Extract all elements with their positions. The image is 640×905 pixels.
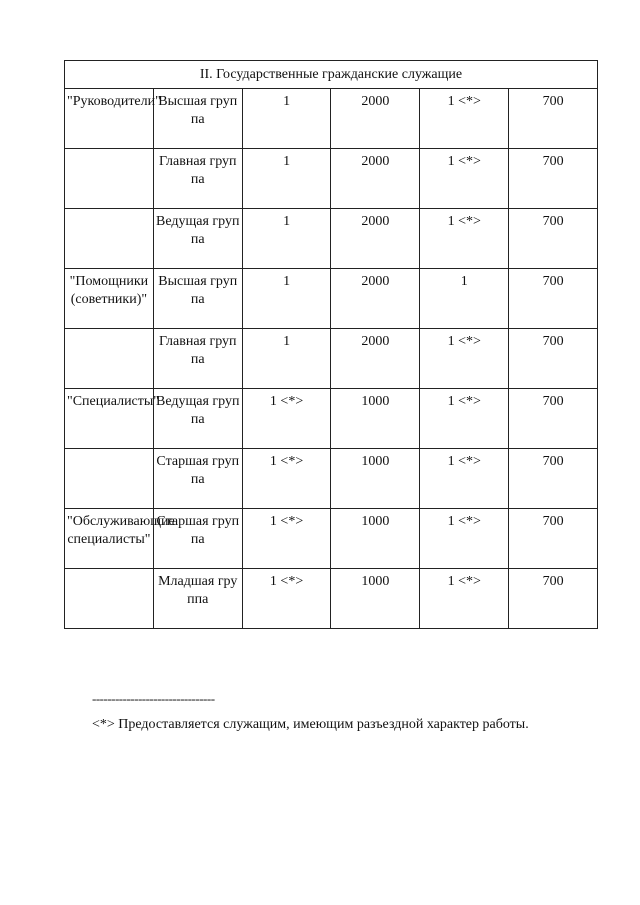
section-title: II. Государственные гражданские служащие <box>65 61 598 89</box>
value-cell-d: 700 <box>509 569 598 629</box>
group-cell: Высшая группа <box>153 89 242 149</box>
value-cell-c: 1 <*> <box>420 509 509 569</box>
value-cell-d: 700 <box>509 149 598 209</box>
category-cell: "Помощники (советники)" <box>65 269 154 329</box>
table-row <box>65 569 598 629</box>
footnote-separator: -------------------------------- <box>92 691 215 706</box>
value-cell-b: 2000 <box>331 269 420 329</box>
value-cell-b: 2000 <box>331 329 420 389</box>
value-cell-d: 700 <box>509 509 598 569</box>
category-cell: "Специалисты" <box>65 389 154 449</box>
value-cell-d: 700 <box>509 389 598 449</box>
category-cell <box>65 569 154 629</box>
value-cell-a: 1 <box>242 149 331 209</box>
value-cell-b: 1000 <box>331 449 420 509</box>
table-row <box>65 329 598 389</box>
table-row <box>65 209 598 269</box>
value-cell-a: 1 <*> <box>242 509 331 569</box>
group-cell: Ведущая группа <box>153 209 242 269</box>
value-cell-d: 700 <box>509 449 598 509</box>
value-cell-b: 1000 <box>331 509 420 569</box>
table-row <box>65 389 598 449</box>
value-cell-a: 1 <box>242 329 331 389</box>
group-cell: Младшая группа <box>153 569 242 629</box>
value-cell-a: 1 <*> <box>242 569 331 629</box>
category-cell <box>65 329 154 389</box>
value-cell-d: 700 <box>509 269 598 329</box>
value-cell-a: 1 <box>242 89 331 149</box>
value-cell-c: 1 <*> <box>420 149 509 209</box>
category-cell <box>65 209 154 269</box>
value-cell-c: 1 <*> <box>420 389 509 449</box>
value-cell-b: 2000 <box>331 89 420 149</box>
value-cell-a: 1 <*> <box>242 449 331 509</box>
value-cell-a: 1 <box>242 209 331 269</box>
value-cell-d: 700 <box>509 329 598 389</box>
group-cell: Главная группа <box>153 329 242 389</box>
value-cell-d: 700 <box>509 209 598 269</box>
value-cell-c: 1 <box>420 269 509 329</box>
value-cell-c: 1 <*> <box>420 209 509 269</box>
value-cell-c: 1 <*> <box>420 569 509 629</box>
value-cell-b: 1000 <box>331 569 420 629</box>
value-cell-c: 1 <*> <box>420 329 509 389</box>
table-row <box>65 449 598 509</box>
allowance-table <box>64 60 598 629</box>
group-cell: Старшая группа <box>153 449 242 509</box>
group-cell: Старшая группа <box>153 509 242 569</box>
value-cell-b: 2000 <box>331 209 420 269</box>
group-cell: Высшая группа <box>153 269 242 329</box>
value-cell-a: 1 <box>242 269 331 329</box>
value-cell-b: 2000 <box>331 149 420 209</box>
category-cell <box>65 149 154 209</box>
category-cell: "Обслуживающие специалисты" <box>65 509 154 569</box>
value-cell-d: 700 <box>509 89 598 149</box>
table-row <box>65 89 598 149</box>
table-row <box>65 149 598 209</box>
group-cell: Ведущая группа <box>153 389 242 449</box>
category-cell <box>65 449 154 509</box>
section-header-row <box>65 61 598 89</box>
table-row <box>65 269 598 329</box>
value-cell-c: 1 <*> <box>420 449 509 509</box>
group-cell: Главная группа <box>153 149 242 209</box>
value-cell-c: 1 <*> <box>420 89 509 149</box>
footnote-text: <*> Предоставляется служащим, имеющим разъездной характер работы. <box>92 717 529 732</box>
category-cell: "Руководители" <box>65 89 154 149</box>
value-cell-a: 1 <*> <box>242 389 331 449</box>
value-cell-b: 1000 <box>331 389 420 449</box>
table-row <box>65 509 598 569</box>
